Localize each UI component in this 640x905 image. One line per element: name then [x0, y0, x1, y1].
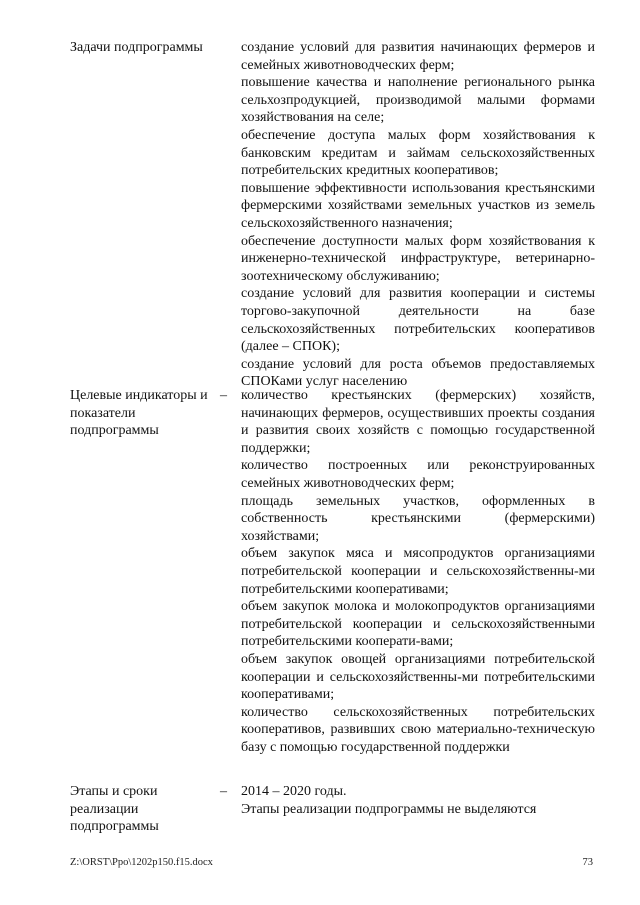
list-item: обеспечение доступности малых форм хозяйствования к инженерно-технической инфраструктуре, ветеринарно-зоотехническому обслуживанию; — [241, 233, 595, 284]
section-label: Этапы и сроки реализации подпрограммы — [70, 784, 159, 835]
list-item: количество построенных или реконструированных семейных животноводческих ферм; — [241, 458, 595, 491]
list-item: количество крестьянских (фермерских) хозяйств, начинающих фермеров, осуществивших проекты создания и развития своих хозяйств с помощью государственной поддержки; — [241, 388, 595, 456]
list-item: обеспечение доступа малых форм хозяйствования к банковским кредитам и займам сельскохозяйственных потребительских кредитных кооперативов; — [241, 127, 595, 179]
section-dash: – — [220, 784, 227, 799]
section-label: Задачи подпрограммы — [70, 40, 203, 55]
section-label: Целевые индикаторы и показатели подпрограммы — [70, 388, 208, 439]
list-item: количество сельскохозяйственных потребительских кооперативов, развивших свою материально-техническую базу с помощью государственной поддержки — [241, 704, 595, 755]
list-item: создание условий для роста объемов предоставляемых СПОКами услуг населению — [241, 356, 595, 390]
list-item: объем закупок мяса и мясопродуктов организациями потребительской кооперации и сельскохозяйственны-ми потребительскими кооперативами; — [241, 546, 595, 597]
section-content — [241, 39, 595, 391]
footer-page-number: 73 — [582, 857, 593, 868]
list-item: Этапы реализации подпрограммы не выделяются — [241, 801, 537, 817]
list-item: создание условий для развития кооперации и системы торгово-закупочной деятельности на базе сельскохозяйственных потребительских кооперативов (далее – СПОК); — [241, 286, 595, 355]
footer-file-path: Z:\ORST\Ppo\1202p150.f15.docx — [70, 857, 213, 868]
list-item: объем закупок молока и молокопродуктов организациями потребительской кооперации и сельскохозяйственными потребительскими кооперати-вами; — [241, 599, 595, 650]
section-content — [241, 783, 595, 818]
list-item: площадь земельных участков, оформленных в собственность крестьянскими (фермерскими) хозяйствами; — [241, 493, 595, 544]
list-item: 2014 – 2020 годы. — [241, 784, 347, 799]
list-item: повышение качества и наполнение регионального рынка сельхозпродукцией, производимой малыми формами хозяйствования на селе; — [241, 75, 595, 126]
section-dash: – — [220, 388, 227, 403]
section-content — [241, 387, 595, 756]
list-item: создание условий для развития начинающих фермеров и семейных животноводческих ферм; — [241, 40, 595, 73]
list-item: повышение эффективности использования крестьянскими фермерскими хозяйствами земельных участков из земель сельскохозяйственного назначения; — [241, 180, 595, 231]
list-item: объем закупок овощей организациями потребительской кооперации и сельскохозяйственны-ми потребительскими кооперативами; — [241, 651, 595, 703]
